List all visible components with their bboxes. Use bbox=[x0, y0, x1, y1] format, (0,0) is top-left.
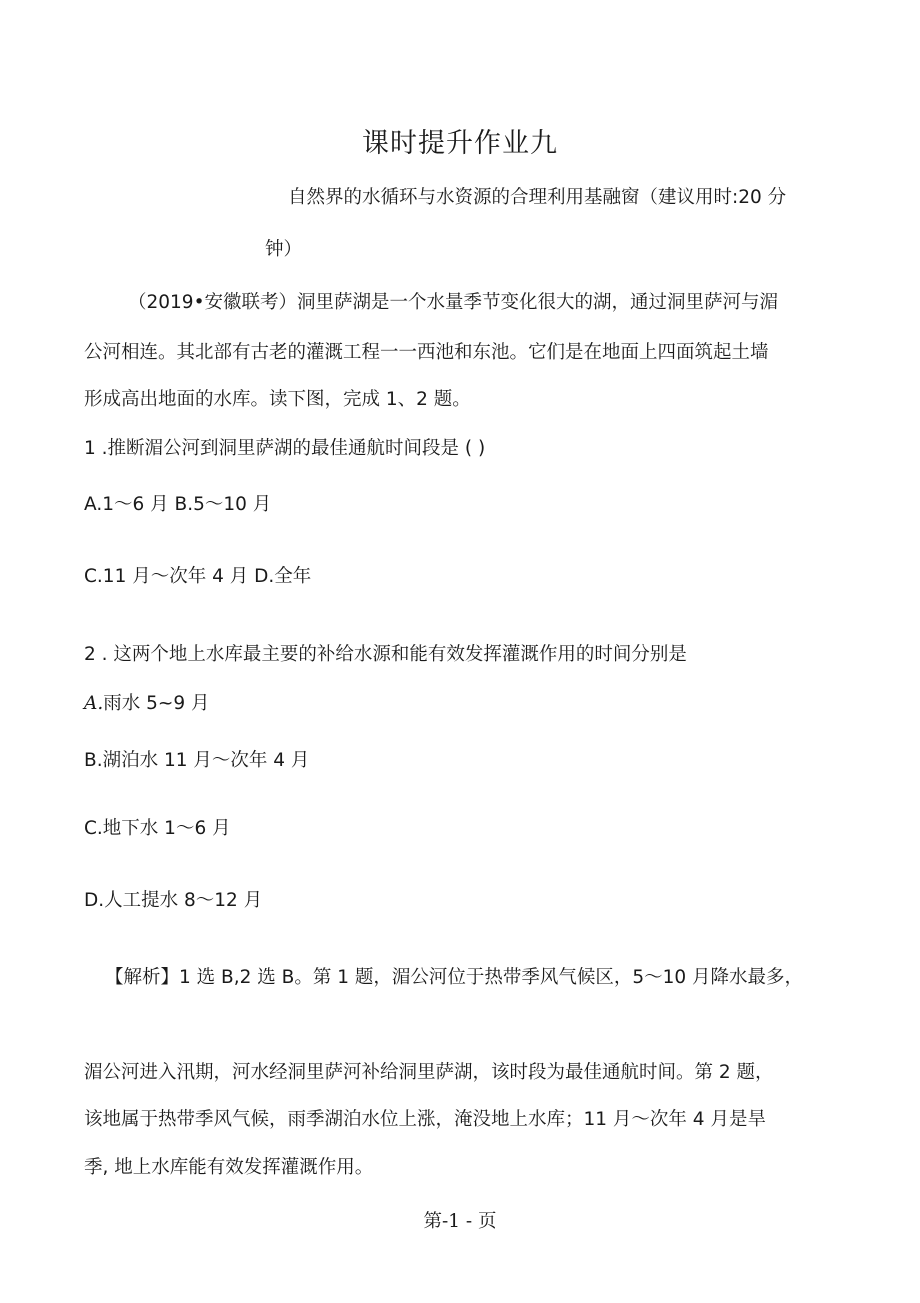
intro-line-1: （2019•安徽联考）洞里萨湖是一个水量季节变化很大的湖，通过洞里萨河与湄 bbox=[128, 292, 778, 313]
question-1-options-ab: A.1〜6 月 B.5〜10 月 bbox=[84, 494, 272, 515]
analysis-line-3: 该地属于热带季风气候，雨季湖泊水位上涨，淹没地上水库；11 月〜次年 4 月是旱 bbox=[84, 1109, 766, 1130]
analysis-line-1: 【解析】1 选 B,2 选 B。第 1 题，湄公河位于热带季风气候区，5〜10 月降水最多， bbox=[105, 967, 804, 988]
question-2-option-c: C.地下水 1〜6 月 bbox=[84, 818, 231, 839]
question-2-option-d: D.人工提水 8〜12 月 bbox=[84, 890, 263, 911]
question-1-stem: 1 .推断湄公河到洞里萨湖的最佳通航时间段是 ( ) bbox=[84, 438, 486, 459]
question-1-options-cd: C.11 月〜次年 4 月 D.全年 bbox=[84, 566, 312, 587]
page-number: 第-1 - 页 bbox=[423, 1211, 497, 1232]
page-title: 课时提升作业九 bbox=[362, 128, 558, 159]
analysis-line-4: 季, 地上水库能有效发挥灌溉作用。 bbox=[84, 1157, 374, 1178]
question-2-option-b: B.湖泊水 11 月〜次年 4 月 bbox=[84, 750, 310, 771]
intro-line-3: 形成高出地面的水库。读下图，完成 1、2 题。 bbox=[84, 389, 471, 410]
analysis-line-2: 湄公河进入汛期，河水经洞里萨河补给洞里萨湖，该时段为最佳通航时间。第 2 题， bbox=[84, 1062, 774, 1083]
subtitle-line-1: 自然界的水循环与水资源的合理利用基融窗（建议用时:20 分 bbox=[288, 187, 787, 208]
option-a-letter: A. bbox=[84, 693, 104, 714]
option-a-text: 雨水 5~9 月 bbox=[103, 693, 210, 714]
intro-line-2: 公河相连。其北部有古老的灌溉工程一一西池和东池。它们是在地面上四面筑起土墙 bbox=[84, 342, 769, 363]
question-2-option-a bbox=[84, 689, 210, 715]
question-2-stem: 2 . 这两个地上水库最主要的补给水源和能有效发挥灌溉作用的时间分别是 bbox=[84, 644, 687, 665]
subtitle-line-2: 钟） bbox=[265, 239, 303, 260]
